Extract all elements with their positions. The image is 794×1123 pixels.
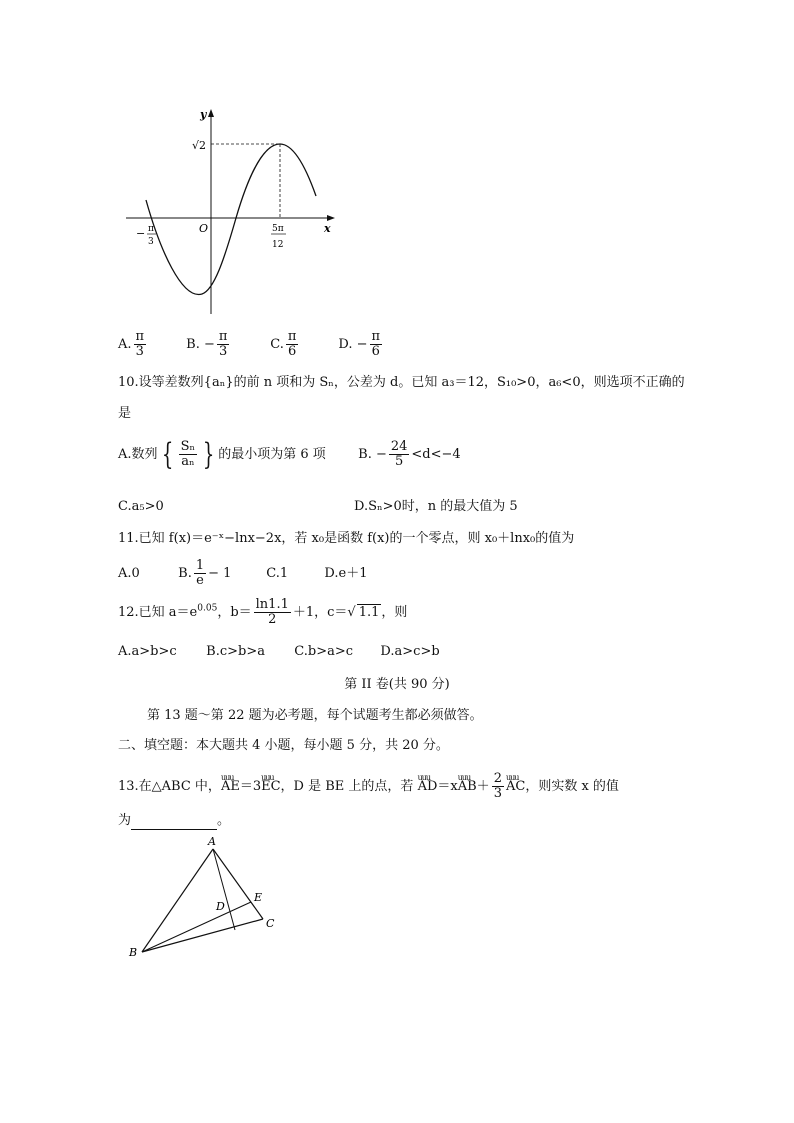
q10-a-post: 的最小项为第 6 项: [218, 447, 326, 462]
side-ab: [142, 849, 213, 952]
q10-option-a: [118, 436, 354, 472]
q13-eq2: ＝x: [437, 779, 458, 794]
triangle-figure: [120, 830, 290, 965]
q13-num: 2: [493, 771, 502, 786]
q12-stem-mid: ，b＝: [217, 605, 252, 620]
q13-line2: [118, 812, 230, 830]
q11-option-b: [178, 559, 262, 588]
q12-b-den: 2: [268, 612, 277, 627]
label-a: A: [208, 835, 216, 848]
q11-b-post: − 1: [208, 566, 232, 581]
q9-options: [118, 330, 384, 359]
q13-plus: ＋: [476, 779, 490, 794]
section2-title: 第 II 卷(共 90 分): [344, 677, 450, 692]
q9-d-den: 6: [371, 344, 380, 359]
xneg-num: π: [148, 224, 154, 234]
q9-b-label: B. −: [186, 337, 215, 352]
q13-end: ，则实数 x 的值: [525, 779, 619, 794]
q10-right-brace: }: [202, 436, 215, 472]
q13-mid: ，D 是 BE 上的点，若: [280, 779, 414, 794]
section2-heading: 二、填空题：本大题共 4 小题，每小题 5 分，共 20 分。: [118, 738, 449, 753]
q12-b-num: ln1.1: [255, 597, 289, 612]
q13-pre: 13.在△ABC 中，: [118, 779, 221, 794]
q12-option-d: D.a>c>b: [380, 644, 440, 659]
q10-option-c: C.a₅>0: [118, 499, 164, 514]
vector-ab: uuu AB: [458, 778, 477, 796]
q12-stem: 12.已知 $a=e^{0.05}$，b＝ $\frac{\ln 1.1}{2}$ ＋1，c＝√ 1.1 ，则: [118, 597, 408, 627]
q9-a-den: 3: [135, 344, 144, 359]
q10-options-row2: [118, 498, 518, 516]
q13-den: 3: [493, 786, 502, 801]
q10-stem-end: 是: [118, 406, 132, 421]
label-d: D: [216, 900, 225, 913]
q12-options: [118, 643, 440, 661]
q10-option-d: D.Sₙ>0时，n 的最大值为 5: [354, 499, 518, 514]
q11-stem: 11.已知 f(x)＝e⁻ˣ−lnx−2x，若 x₀是函数 f(x)的一个零点，则 x₀＋lnx₀的值为: [118, 531, 575, 546]
answer-blank[interactable]: [131, 815, 217, 830]
q10-b-post: <d<−4: [411, 447, 461, 462]
q10-options-row1: [118, 436, 461, 472]
q9-c-den: 6: [288, 344, 297, 359]
q9-a-num: π: [135, 329, 145, 344]
q12-stem-pre: 12.已知 a＝e: [118, 605, 198, 620]
q9-a-label: A.: [118, 337, 132, 352]
xpos-num: 5π: [272, 224, 284, 234]
y-axis-label: y: [200, 108, 207, 121]
q10-option-b: [358, 440, 461, 469]
xneg-den: 3: [148, 237, 154, 247]
section2-note: 第 13 题～第 22 题为必考题，每个试题考生都必须做答。: [147, 708, 483, 723]
vector-ae: uuu AE: [221, 778, 240, 796]
q9-d-label: D. −: [338, 337, 368, 352]
q10-stem: 10.设等差数列{aₙ}的前 n 项和为 Sₙ，公差为 d。已知 a₃＝12，S₁₀>0，a₆<0，则选项不正确的: [118, 375, 685, 390]
label-e: E: [254, 891, 263, 904]
xpos-den: 12: [272, 240, 284, 250]
q9-c-label: C.: [270, 337, 284, 352]
q10-b-pre: B. −: [358, 447, 387, 462]
q12-option-b: B.c>b>a: [206, 644, 265, 659]
x-axis-label: x: [324, 222, 331, 235]
q9-c-num: π: [287, 329, 297, 344]
sine-curve: [146, 144, 316, 294]
vector-ad: uuu AD: [418, 778, 438, 796]
q13-eq1: ＝3: [239, 779, 262, 794]
label-b: B: [129, 946, 138, 959]
vector-ac: uuu AC: [506, 778, 525, 796]
q10-b-num: 24: [390, 439, 408, 454]
q9-option-a: [118, 330, 182, 359]
q12-exponent: 0.05: [197, 603, 218, 614]
q12-sqrt-value: 1.1: [358, 605, 380, 620]
q10-left-brace: {: [161, 436, 173, 472]
x-axis-arrow: [327, 215, 335, 221]
y-axis-arrow: [208, 109, 214, 117]
function-graph: [120, 100, 350, 320]
q11-options: [118, 559, 367, 588]
q13-stem: [118, 772, 619, 801]
q10-a-den: aₙ: [181, 454, 195, 469]
q12-stem-mid2: ＋1，c＝: [292, 605, 348, 620]
q9-option-c: [270, 330, 334, 359]
q11-option-c: C.1: [266, 566, 289, 581]
q12-option-a: A.a>b>c: [118, 644, 177, 659]
q11-b-num: 1: [195, 558, 205, 573]
origin-label: O: [199, 222, 209, 235]
q9-b-den: 3: [218, 344, 228, 359]
label-c: C: [266, 917, 275, 930]
q10-a-num: Sₙ: [180, 439, 196, 454]
q12-option-c: C.b>a>c: [294, 644, 354, 659]
q11-b-den: e: [196, 573, 204, 588]
q9-b-num: π: [218, 329, 228, 344]
vector-ec: uuu EC: [261, 778, 280, 796]
q11-option-a: A.0: [118, 566, 140, 581]
q10-a-pre: A.数列: [118, 447, 158, 462]
q13-line2-pre: 为: [118, 813, 132, 828]
ymax-label: √2: [192, 139, 207, 152]
q11-b-pre: B.: [178, 566, 192, 581]
q10-b-den: 5: [394, 454, 404, 469]
q13-line2-post: 。: [217, 813, 231, 828]
q9-option-d: [338, 330, 384, 359]
q12-stem-end: ，则: [381, 605, 408, 620]
q9-d-num: π: [371, 329, 381, 344]
q11-option-d: D.e＋1: [324, 566, 368, 581]
q9-option-b: [186, 330, 266, 359]
xneg-minus: −: [136, 227, 146, 240]
